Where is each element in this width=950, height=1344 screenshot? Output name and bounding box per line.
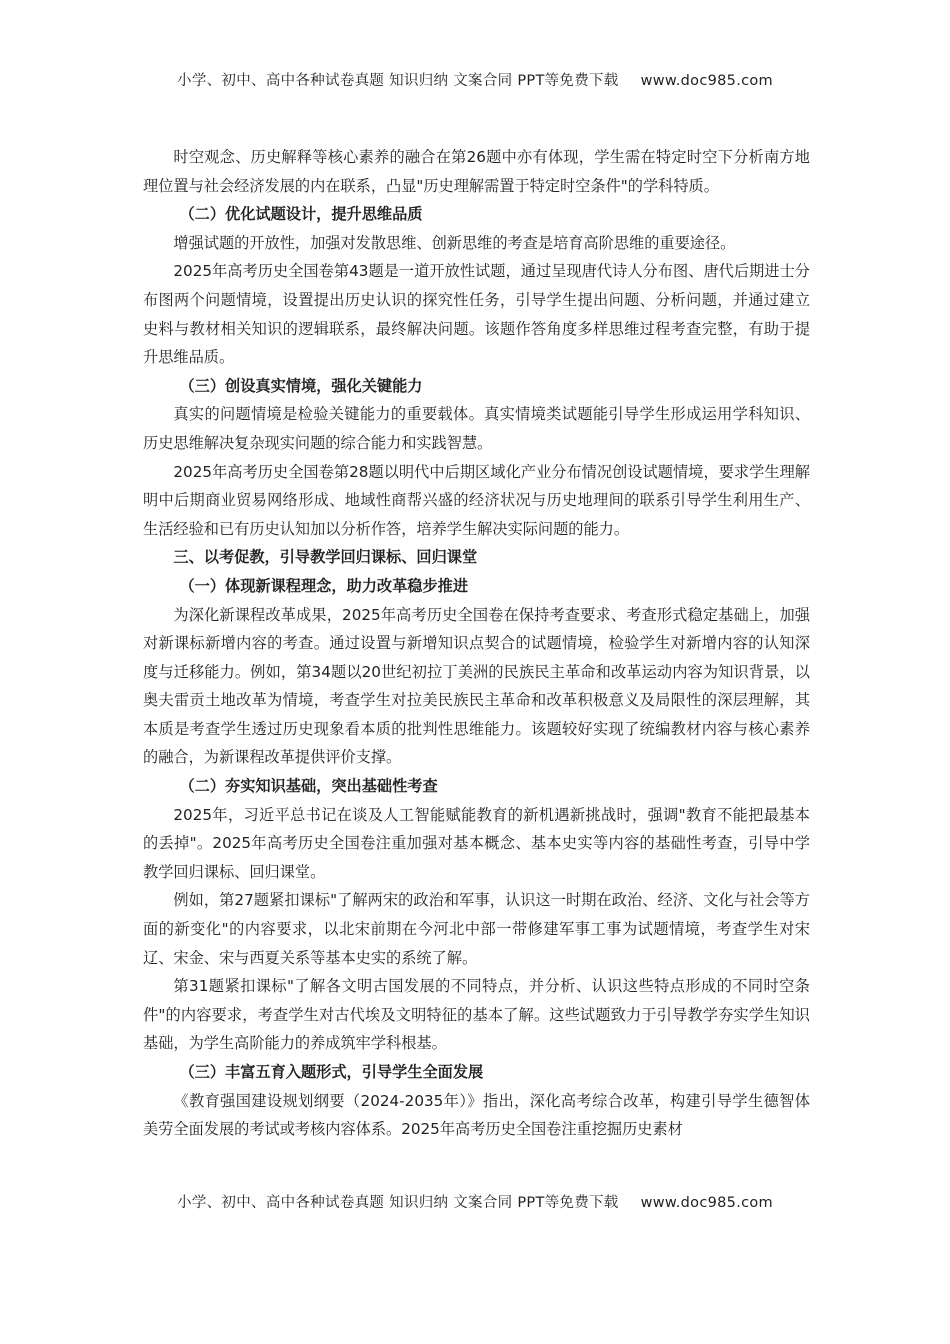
subsection-heading: （二）优化试题设计，提升思维品质 bbox=[179, 205, 423, 224]
footer-url[interactable]: www.doc985.com bbox=[640, 1195, 773, 1211]
paragraph: 2025年高考历史全国卷第28题以明代中后期区域化产业分布情况创设试题情境，要求学生理解明中后期商业贸易网络形成、地域性商帮兴盛的经济状况与历史地理间的联系引导学生利用生产、生活经验和已有历史认知加以分析作答，培养学生解决实际问题的能力。 bbox=[143, 462, 810, 538]
paragraph: 真实的问题情境是检验关键能力的重要载体。真实情境类试题能引导学生形成运用学科知识、历史思维解决复杂现实问题的综合能力和实践智慧。 bbox=[143, 405, 810, 452]
page-header bbox=[0, 69, 950, 90]
subsection-heading: （一）体现新课程理念，助力改革稳步推进 bbox=[179, 576, 469, 595]
subsection-heading: （三）创设真实情境，强化关键能力 bbox=[179, 376, 423, 395]
paragraph: 第31题紧扣课标"了解各文明古国发展的不同特点，并分析、认识这些特点形成的不同时空条件"的内容要求，考查学生对古代埃及文明特征的基本了解。这些试题致力于引导教学夯实学生知识基础，为学生高阶能力的养成筑牢学科根基。 bbox=[143, 977, 810, 1053]
section-heading: 三、以考促教，引导教学回归课标、回归课堂 bbox=[173, 548, 478, 567]
header-url[interactable]: www.doc985.com bbox=[640, 73, 773, 89]
paragraph: 2025年高考历史全国卷第43题是一道开放性试题，通过呈现唐代诗人分布图、唐代后期进士分布图两个问题情境，设置提出历史认识的探究性任务，引导学生提出问题、分析问题，并通过建立史料与教材相关知识的逻辑联系，最终解决问题。该题作答角度多样思维过程考查完整，有助于提升思维品质。 bbox=[143, 262, 810, 367]
footer-text: 小学、初中、高中各种试卷真题 知识归纳 文案合同 PPT等免费下载 bbox=[177, 1195, 619, 1211]
paragraph: 为深化新课程改革成果，2025年高考历史全国卷在保持考查要求、考查形式稳定基础上，加强对新课标新增内容的考查。通过设置与新增知识点契合的试题情境，检验学生对新增内容的认知深度与迁移能力。例如，第34题以20世纪初拉丁美洲的民族民主革命和改革运动内容为知识背景，以奥夫雷贡土地改革为情境，考查学生对拉美民族民主革命和改革积极意义及局限性的深层理解，其本质是考查学生透过历史现象看本质的批判性思维能力。该题较好实现了统编教材内容与核心素养的融合，为新课程改革提供评价支撑。 bbox=[143, 605, 810, 767]
paragraph: 例如，第27题紧扣课标"了解两宋的政治和军事，认识这一时期在政治、经济、文化与社会等方面的新变化"的内容要求，以北宋前期在今河北中部一带修建军事工事为试题情境，考查学生对宋辽、宋金、宋与西夏关系等基本史实的系统了解。 bbox=[143, 891, 810, 967]
page-footer bbox=[0, 1191, 950, 1212]
paragraph: 2025年，习近平总书记在谈及人工智能赋能教育的新机遇新挑战时，强调"教育不能把最基本的丢掉"。2025年高考历史全国卷注重加强对基本概念、基本史实等内容的基础性考查，引导中学教学回归课标、回归课堂。 bbox=[143, 805, 810, 881]
paragraph: 时空观念、历史解释等核心素养的融合在第26题中亦有体现，学生需在特定时空下分析南方地理位置与社会经济发展的内在联系，凸显"历史理解需置于特定时空条件"的学科特质。 bbox=[143, 148, 810, 195]
document-body bbox=[143, 143, 810, 1144]
paragraph: 增强试题的开放性，加强对发散思维、创新思维的考查是培育高阶思维的重要途径。 bbox=[173, 233, 736, 252]
header-text: 小学、初中、高中各种试卷真题 知识归纳 文案合同 PPT等免费下载 bbox=[177, 73, 619, 89]
paragraph: 《教育强国建设规划纲要（2024-2035年）》指出，深化高考综合改革，构建引导学生德智体美劳全面发展的考试或考核内容体系。2025年高考历史全国卷注重挖掘历史素材 bbox=[143, 1091, 810, 1139]
subsection-heading: （三）丰富五育入题形式，引导学生全面发展 bbox=[179, 1063, 484, 1081]
subsection-heading: （二）夯实知识基础，突出基础性考查 bbox=[179, 777, 438, 796]
